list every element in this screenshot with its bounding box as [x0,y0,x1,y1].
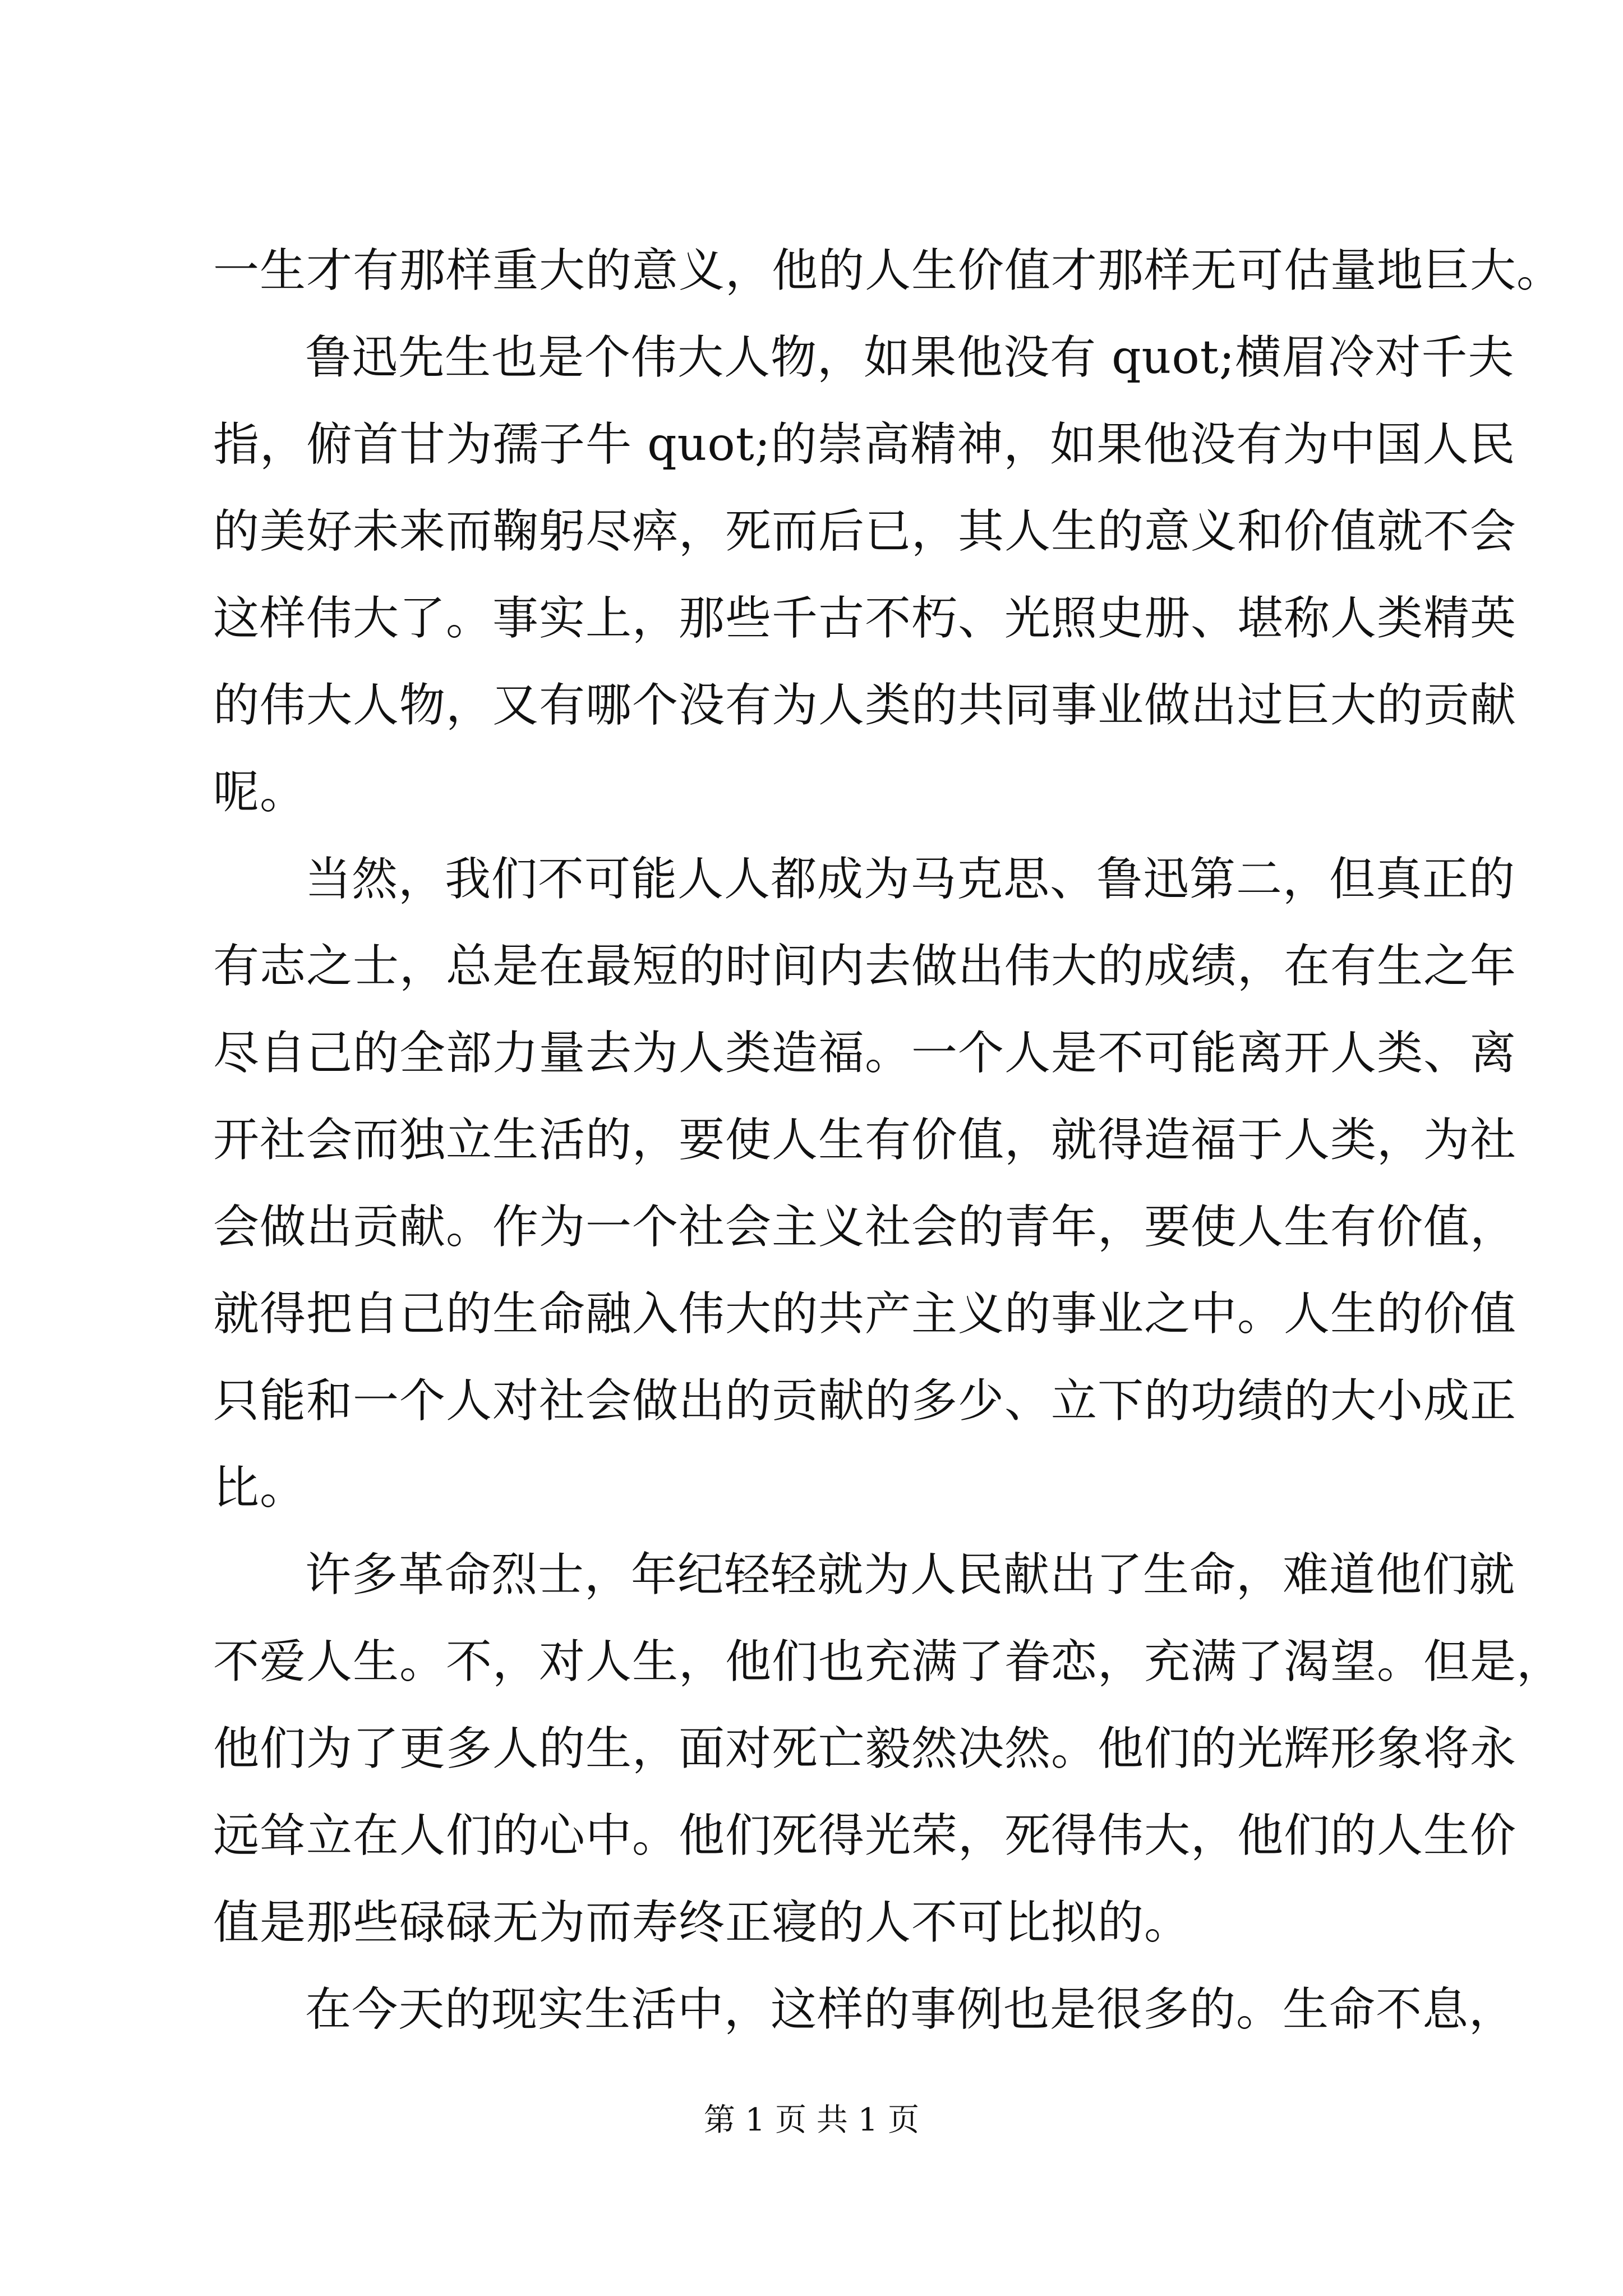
document-body [213,227,1564,2053]
text-line: 尽自己的全部力量去为人类造福。一个人是不可能离开人类、离 [213,1027,1517,1080]
page-footer: 第 1 页 共 1 页 [703,2102,920,2138]
text-line: 许多革命烈士，年纪轻轻就为人民献出了生命，难道他们就 [305,1548,1516,1602]
text-line: 这样伟大了。事实上，那些千古不朽、光照史册、堪称人类精英 [213,592,1517,645]
text-line: 有志之士，总是在最短的时间内去做出伟大的成绩，在有生之年 [213,940,1517,993]
text-line: 开社会而独立生活的，要使人生有价值，就得造福于人类，为社 [213,1114,1517,1167]
text-line: 值是那些碌碌无为而寿终正寝的人不可比拟的。 [213,1896,1191,1949]
text-line: 当然，我们不可能人人都成为马克思、鲁迅第二，但真正的 [305,853,1516,906]
text-line: 比。 [213,1461,307,1515]
text-line: 他们为了更多人的生，面对死亡毅然决然。他们的光辉形象将永 [213,1722,1517,1775]
text-line: 不爱人生。不，对人生，他们也充满了眷恋，充满了渴望。但是， [213,1635,1564,1688]
text-line: 鲁迅先生也是个伟大人物，如果他没有 quot;横眉冷对千夫 [305,331,1515,384]
text-line: 只能和一个人对社会做出的贡献的多少、立下的功绩的大小成正 [213,1374,1517,1428]
text-line: 的美好未来而鞠躬尽瘁，死而后已，其人生的意义和价值就不会 [213,505,1517,558]
text-line: 远耸立在人们的心中。他们死得光荣，死得伟大，他们的人生价 [213,1809,1517,1862]
text-line: 呢。 [213,766,307,819]
text-line: 会做出贡献。作为一个社会主义社会的青年，要使人生有价值， [213,1200,1517,1254]
text-line: 就得把自己的生命融入伟大的共产主义的事业之中。人生的价值 [213,1287,1517,1341]
text-line: 一生才有那样重大的意义，他的人生价值才那样无可估量地巨大。 [213,244,1564,297]
text-line: 的伟大人物，又有哪个没有为人类的共同事业做出过巨大的贡献 [213,679,1517,732]
text-line: 在今天的现实生活中，这样的事例也是很多的。生命不息， [305,1983,1516,2036]
text-line: 指，俯首甘为孺子牛 quot;的崇高精神，如果他没有为中国人民 [213,418,1516,471]
